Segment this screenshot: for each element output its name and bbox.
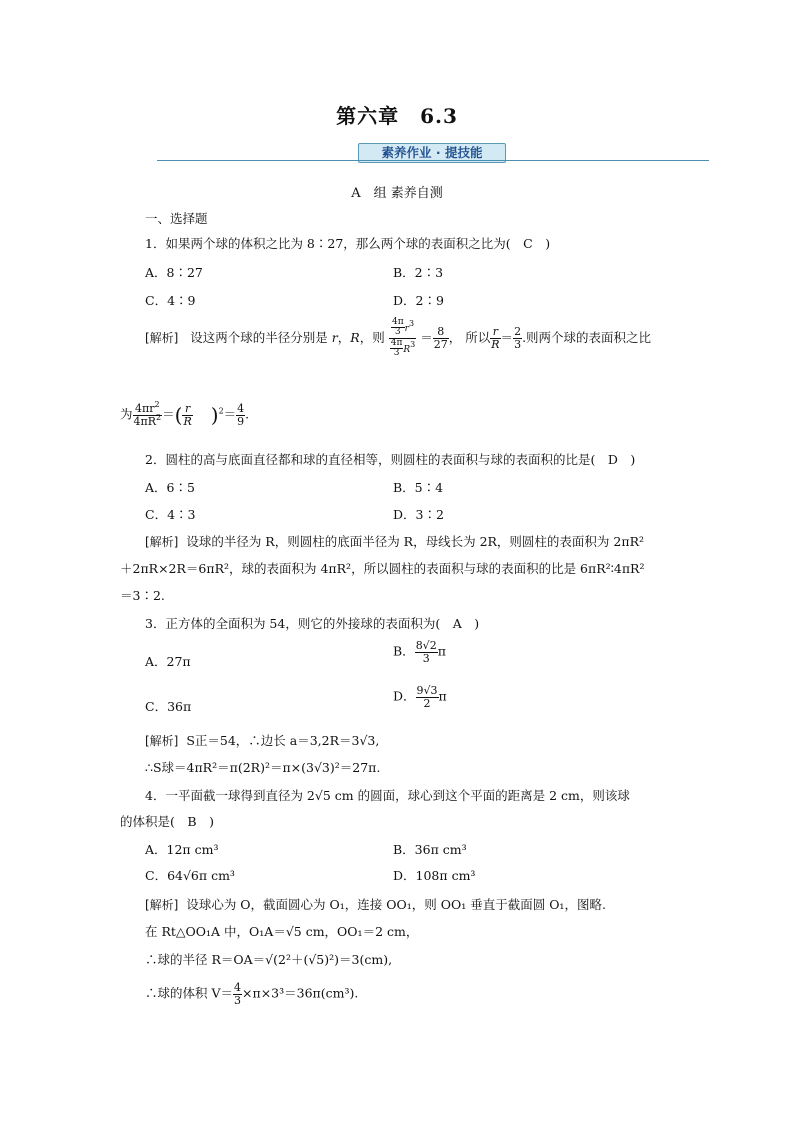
volume-ratio-fraction: $\frac{4\pi}{3}$ $r^3$ $\frac{4\pi}{3}$ $R^3$	[390, 317, 416, 359]
analysis-text: 则两个球的表面积之比	[526, 329, 652, 345]
group-heading: A 组 素养自测	[351, 186, 443, 201]
analysis-tag: [解析]	[145, 535, 179, 549]
question-3-option-c: C．36π	[145, 699, 192, 714]
radius-fraction: $\frac{r}{R}$	[183, 402, 192, 428]
question-4-stem-continued: 的体积是( B )	[120, 814, 214, 829]
analysis-tag: [解析]	[145, 734, 179, 748]
question-3-stem: 3．正方体的全面积为 54，则它的外接球的表面积为( A )	[145, 616, 480, 631]
question-4-analysis-line2: 在 Rt△OO₁A 中，O₁A＝√5 cm，OO₁＝2 cm，	[145, 924, 419, 939]
question-4-option-b: B．36π cm³	[393, 842, 467, 857]
question-4-analysis	[145, 895, 606, 913]
section-heading: 一、选择题	[145, 211, 208, 226]
question-4-analysis-line3: ∴球的半径 R＝OA＝√(2²＋(√5)²)＝3(cm),	[145, 952, 393, 967]
question-1-option-b: B．2∶3	[393, 265, 444, 280]
question-1-analysis-result: 为 $\frac{4\pi r^2}{4\pi R^2}$ ＝( $\frac{r}{R}$ )$^2$＝ $\frac{4}{9}$ .	[120, 400, 250, 428]
analysis-text: 所以	[465, 329, 491, 345]
section-badge: 素养作业 · 提技能	[358, 143, 506, 163]
result-fraction: $\frac{4}{9}$	[237, 402, 245, 428]
area-ratio-fraction: $\frac{4\pi r^2}{4\pi R^2}$	[133, 400, 162, 428]
question-3-option-a: A．27π	[145, 654, 191, 669]
page-title: 第六章 6.3	[336, 104, 458, 128]
question-2-option-c: C．4∶3	[145, 507, 196, 522]
question-2-analysis-line2: ＋2πR×2R＝6πR²，球的表面积为 4πR²，所以圆柱的表面积与球的表面积的比是 6πR²∶4πR²	[120, 561, 645, 576]
analysis-text: S正＝54，∴边长 a＝3,2R＝3√3,	[186, 733, 380, 748]
question-2-stem: 2．圆柱的高与底面直径都和球的直径相等，则圆柱的表面积与球的表面积的比是( D )	[145, 452, 636, 467]
analysis-text: 设球心为 O，截面圆心为 O₁，连接 OO₁，则 OO₁ 垂直于截面圆 O₁，图略.	[186, 897, 606, 912]
ratio-fraction: $\frac{8}{27}$	[433, 325, 448, 351]
question-1-option-d: D．2∶9	[393, 293, 444, 308]
analysis-text: 设这两个球的半径分别是	[190, 329, 328, 345]
question-3-analysis	[145, 731, 379, 749]
analysis-text: 则	[372, 329, 385, 345]
question-4-option-c: C．64√6π cm³	[145, 868, 235, 883]
question-3-analysis-line2: ∴S球＝4πR²＝π(2R)²＝π×(3√3)²＝27π.	[145, 760, 381, 775]
question-2-analysis	[145, 532, 644, 550]
question-3-option-d: D． $\frac{9√3}{2}$ π	[393, 684, 447, 710]
question-1-option-a: A．8∶27	[145, 265, 203, 280]
question-4-analysis-line4: ∴球的体积 V＝ $\frac{4}{3}$ ×π×3³＝36π(cm³).	[145, 981, 359, 1007]
question-3-option-b: B． $\frac{8√2}{3}$ π	[393, 639, 446, 665]
question-1-analysis: [解析] 设这两个球的半径分别是 r，R，则 $\frac{4\pi}{3}$ $r^3$ $\frac{4\pi}{3}$ $R^3$ ＝ $\frac{8}{27}$ ， 所以 $\frac{r}{R}$ ＝ $\frac{2}{3}$ .则两个球的表面积之比	[145, 317, 652, 359]
analysis-tag: [解析]	[145, 898, 179, 912]
question-2-option-a: A．6∶5	[145, 480, 195, 495]
question-4-option-d: D．108π cm³	[393, 868, 476, 883]
question-1-option-c: C．4∶9	[145, 293, 196, 308]
header-divider	[157, 160, 709, 161]
question-4-option-a: A．12π cm³	[145, 842, 219, 857]
question-2-option-d: D．3∶2	[393, 507, 444, 522]
analysis-tag: [解析]	[145, 330, 179, 345]
question-1-stem: 1．如果两个球的体积之比为 8∶27，那么两个球的表面积之比为( C )	[145, 236, 551, 251]
radius-ratio-value: $\frac{2}{3}$	[514, 325, 522, 351]
radius-ratio-fraction: $\frac{r}{R}$	[491, 325, 500, 351]
question-2-option-b: B．5∶4	[393, 480, 444, 495]
question-2-analysis-line3: ＝3∶2.	[120, 588, 165, 603]
analysis-text: 设球的半径为 R，则圆柱的底面半径为 R，母线长为 2R，则圆柱的表面积为 2πR²	[186, 534, 645, 549]
question-4-stem: 4．一平面截一球得到直径为 2√5 cm 的圆面，球心到这个平面的距离是 2 cm，则该球	[145, 788, 630, 803]
